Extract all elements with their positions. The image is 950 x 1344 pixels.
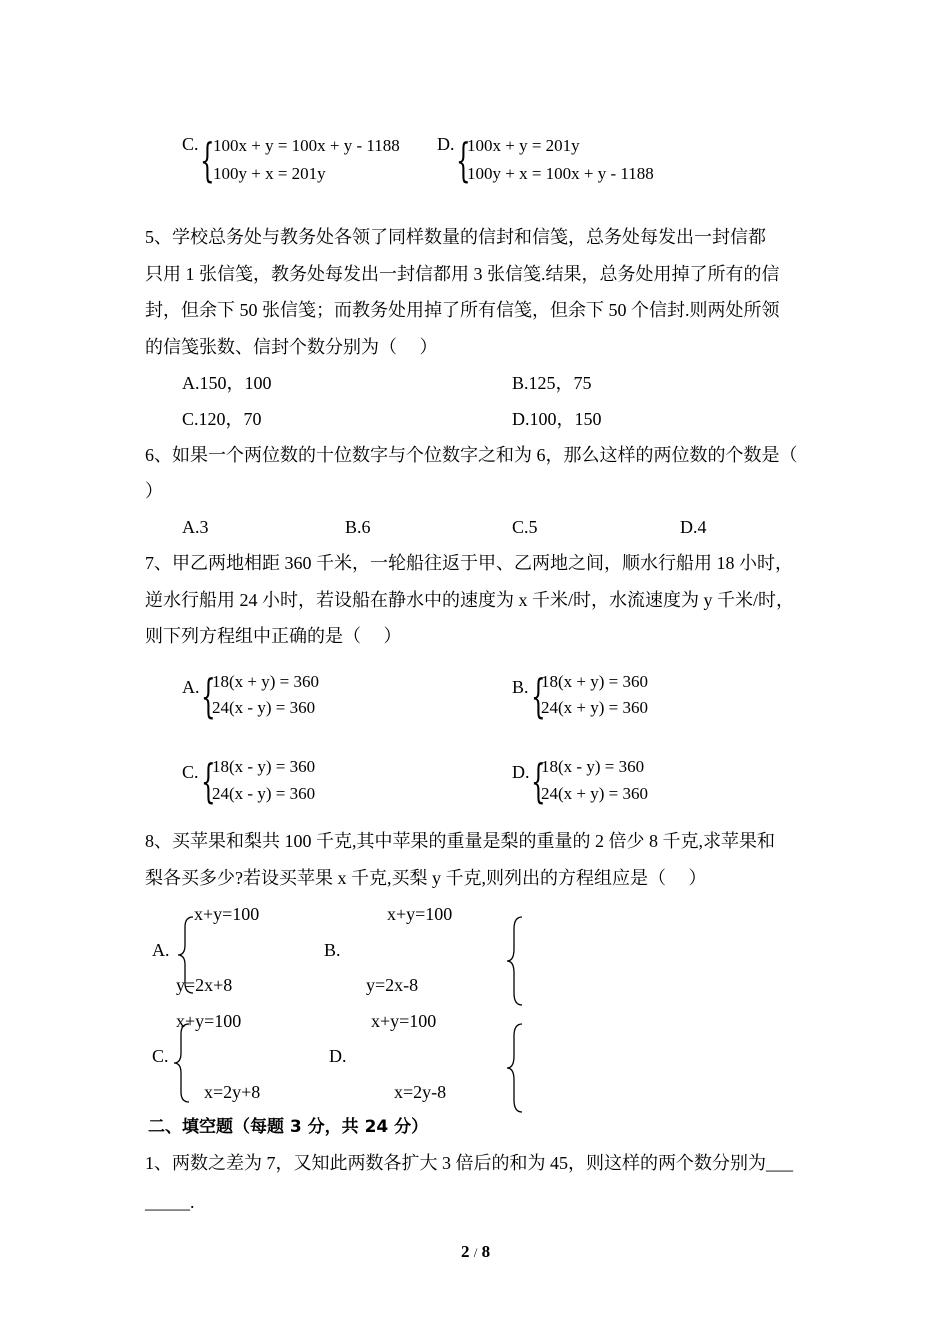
q7-d-label: D. (512, 762, 530, 782)
q7-b-label: B. (512, 677, 529, 697)
q8-b-label: B. (324, 940, 341, 960)
q7-line3: 则下列方程组中正确的是（ ） (145, 626, 402, 646)
q8-c-label: C. (152, 1046, 169, 1066)
q4-d-eq2: 100y + x = 100x + y - 1188 (467, 164, 654, 183)
q4-c-eq1: 100x + y = 100x + y - 1188 (213, 136, 400, 155)
q8-c-eq2: x=2y+8 (204, 1082, 261, 1102)
q5-option-c: C.120，70 (182, 409, 262, 429)
page-number (461, 1242, 490, 1262)
left-brace-icon: { (201, 754, 216, 808)
q6-option-c: C.5 (512, 517, 538, 537)
q4-d-eq1: 100x + y = 201y (467, 136, 580, 155)
q8-a-label: A. (152, 940, 170, 960)
q5-line4: 的信笺张数、信封个数分别为（ ） (145, 337, 438, 357)
section-2-title: 二、填空题（每题 3 分，共 24 分） (148, 1117, 429, 1137)
q5-line2: 只用 1 张信笺，教务处每发出一封信都用 3 张信笺.结果，总务处用掉了所有的信 (145, 264, 780, 284)
q8-d-eq1: x+y=100 (371, 1011, 437, 1031)
left-brace-icon: { (200, 133, 215, 187)
q7-b-eq2: 24(x + y) = 360 (541, 698, 648, 717)
q7-line1: 7、甲乙两地相距 360 千米，一轮船往返于甲、乙两地之间，顺水行船用 18 小时， (145, 553, 793, 573)
page-separator: / (473, 1245, 478, 1260)
q7-line2: 逆水行船用 24 小时，若设船在静水中的速度为 x 千米/时，水流速度为 y 千米/时， (145, 590, 794, 610)
q7-c-eq2: 24(x - y) = 360 (212, 784, 316, 803)
left-brace-icon: { (531, 669, 546, 723)
q7-a-eq1: 18(x + y) = 360 (212, 672, 319, 691)
q8-a-eq2: y=2x+8 (176, 975, 233, 995)
s2-q1-line2: _____. (145, 1192, 195, 1212)
q8-line2: 梨各买多少?若设买苹果 x 千克,买梨 y 千克,则列出的方程组应是（ ） (145, 868, 707, 888)
page-current: 2 (461, 1242, 470, 1261)
left-brace-icon (504, 915, 526, 1007)
q6-option-d: D.4 (680, 517, 707, 537)
q7-a-eq2: 24(x - y) = 360 (212, 698, 316, 717)
q5-line1: 5、学校总务处与教务处各领了同样数量的信封和信笺，总务处每发出一封信都 (145, 227, 766, 247)
q6-option-a: A.3 (182, 517, 209, 537)
q5-option-b: B.125，75 (512, 373, 592, 393)
q8-b-eq2: y=2x-8 (366, 975, 419, 995)
q8-b-eq1: x+y=100 (387, 904, 453, 924)
q7-b-eq1: 18(x + y) = 360 (541, 672, 648, 691)
q6-option-b: B.6 (345, 517, 371, 537)
q8-d-label: D. (329, 1046, 347, 1066)
q8-a-eq1: x+y=100 (194, 904, 260, 924)
q7-c-eq1: 18(x - y) = 360 (212, 757, 316, 776)
q8-line1: 8、买苹果和梨共 100 千克,其中苹果的重量是梨的重量的 2 倍少 8 千克,求苹果和 (145, 831, 775, 851)
left-brace-icon: { (531, 754, 546, 808)
left-brace-icon (171, 1022, 193, 1104)
q7-a-label: A. (182, 677, 200, 697)
q8-c-eq1: x+y=100 (176, 1011, 242, 1031)
left-brace-icon: { (456, 133, 471, 187)
q8-d-eq2: x=2y-8 (394, 1082, 447, 1102)
q4-c-eq2: 100y + x = 201y (213, 164, 326, 183)
page-total: 8 (481, 1242, 491, 1261)
q4-c-label: C. (182, 134, 199, 154)
q7-d-eq2: 24(x + y) = 360 (541, 784, 648, 803)
left-brace-icon: { (201, 669, 216, 723)
q7-d-eq1: 18(x - y) = 360 (541, 757, 645, 776)
q6-line1: 6、如果一个两位数的十位数字与个位数字之和为 6，那么这样的两位数的个数是（ (145, 445, 798, 465)
s2-q1-line1: 1、两数之差为 7，又知此两数各扩大 3 倍后的和为 45，则这样的两个数分别为___ (145, 1153, 793, 1173)
q5-option-a: A.150，100 (182, 373, 272, 393)
q5-line3: 封，但余下 50 张信笺；而教务处用掉了所有信笺，但余下 50 个信封.则两处所领 (145, 300, 780, 320)
q6-line2: ） (145, 481, 163, 501)
q7-c-label: C. (182, 762, 199, 782)
q5-option-d: D.100，150 (512, 409, 602, 429)
q4-d-label: D. (437, 134, 455, 154)
left-brace-icon (504, 1022, 526, 1114)
